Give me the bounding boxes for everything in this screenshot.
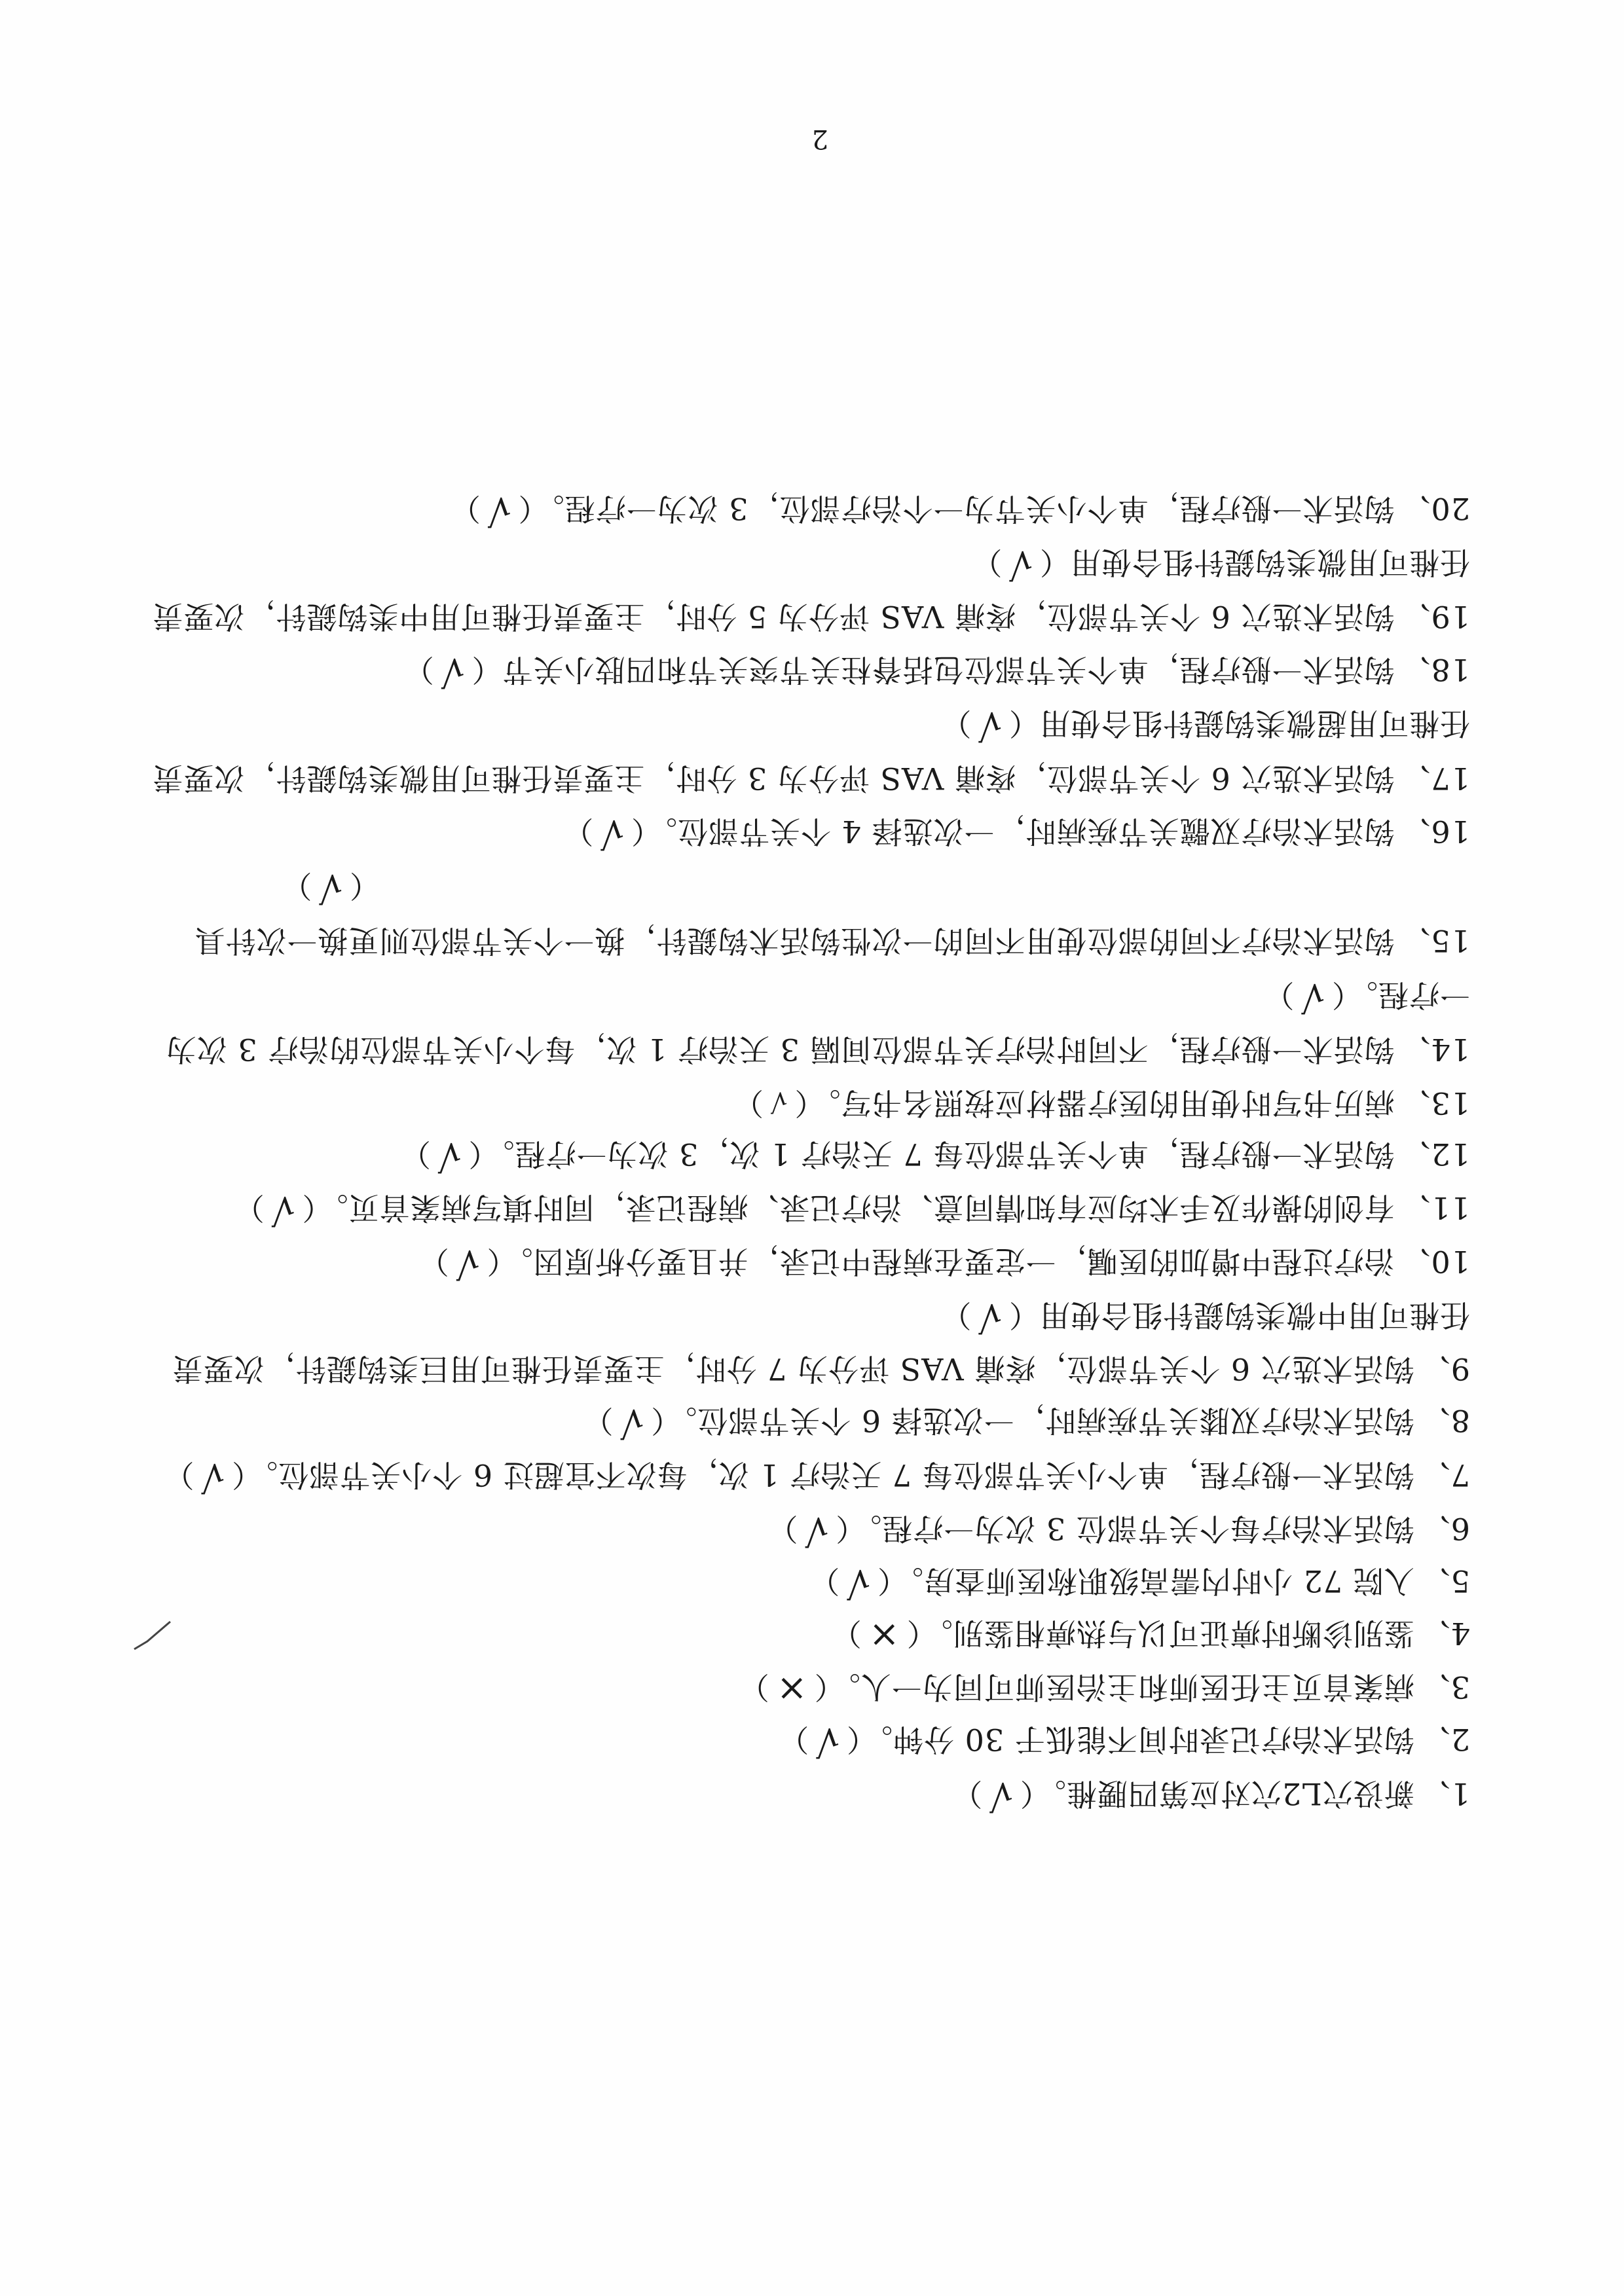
pen-stroke-icon: [128, 1615, 174, 1654]
answer-mark: √: [270, 1188, 295, 1231]
question-7: [163, 1455, 1470, 1496]
question-3: [739, 1667, 1470, 1708]
question-text: 新设穴L2穴对应第四腰椎。（: [1019, 1776, 1414, 1812]
question-17: [152, 759, 1470, 798]
question-text: 钩活术治疗每个关节部位 3 次为一疗程。（: [835, 1511, 1414, 1546]
answer-mark: √: [846, 1561, 870, 1604]
bracket-close: ）: [563, 814, 594, 849]
question-19: [152, 597, 1470, 636]
question-text: 钩活术治疗记录时间不能低于 30 分钟。（: [845, 1722, 1414, 1757]
question-text: 钩活术治疗双髋关节疾病时，一次选择 4 个关节部位。（: [630, 814, 1395, 849]
question-11: [234, 1188, 1470, 1229]
question-5: [809, 1561, 1470, 1602]
question-number: 18、: [1399, 652, 1470, 687]
bracket-close: ）: [767, 1511, 798, 1546]
answer-mark: ×: [868, 1614, 900, 1656]
question-6: [767, 1509, 1470, 1550]
bracket-close: ）: [582, 1403, 614, 1438]
bracket-close: ）: [738, 1669, 769, 1705]
page-number: 2: [811, 124, 828, 154]
bracket-close: ）: [399, 1137, 431, 1172]
bracket-close: ）: [940, 1298, 972, 1333]
question-text: 钩活术一般疗程，单个关节部位每 7 天治疗 1 次，3 次为一疗程。（: [468, 1137, 1395, 1172]
answer-mark: √: [440, 650, 465, 693]
question-15-continued: [281, 866, 380, 907]
answer-slot: [982, 1774, 1020, 1817]
answer-mark: √: [815, 1720, 840, 1762]
bracket-close: ）: [1263, 977, 1295, 1013]
question-number: 14、: [1399, 1032, 1470, 1067]
bracket-close: ）: [809, 1563, 840, 1599]
question-16: [563, 812, 1470, 852]
question-number: 2、: [1419, 1722, 1470, 1757]
question-20: [450, 489, 1470, 530]
question-text: 钩活术一般疗程，单个小关节部位每 7 天治疗 1 次，每次不宜超过 6 个小关节部位。（: [231, 1457, 1414, 1493]
question-number: 11、: [1399, 1190, 1470, 1226]
answer-mark: √: [978, 704, 1002, 746]
question-12: [400, 1135, 1470, 1175]
answer-mark: √: [455, 1242, 480, 1285]
question-17-continued: [940, 704, 1470, 744]
question-text: 钩活术一般疗程，不同时治疗关节部位间隔 3 天治疗 1 次，每个小关节部位的治疗 3 次为: [165, 1032, 1395, 1067]
answer-mark: √: [989, 1774, 1013, 1817]
question-text: 病案首页主任医师和主治医师可同为一人。（: [813, 1669, 1414, 1705]
bracket-close: ）: [951, 1776, 983, 1812]
question-13: [733, 1082, 1470, 1123]
question-10: [418, 1242, 1470, 1283]
question-text: 钩活术选穴 6 个关节部位，疼痛 VAS 评分为 5 分时，主要责任椎可用中类钩鍉针，次要责: [152, 599, 1395, 634]
question-text: 钩活术治疗不同的部位使用不同的一次性钩活术钩鍉针，换一个关节部位则更换一次针具: [194, 923, 1395, 958]
question-text: 任椎可用超微类钩鍉针组合使用（: [1008, 706, 1470, 741]
answer-mark: √: [619, 1401, 644, 1444]
answer-mark: √: [769, 1086, 788, 1116]
question-number: 10、: [1399, 1244, 1470, 1279]
bracket-close: ）: [940, 706, 972, 741]
bracket-close: ）: [449, 491, 481, 526]
question-4: [831, 1614, 1470, 1654]
question-15: [194, 921, 1470, 960]
question-text: 钩活术选穴 6 个关节部位，疼痛 VAS 评分为 7 分时，主要责任椎可用巨类钩鍉针，次要责: [172, 1351, 1414, 1387]
question-19-continued: [971, 543, 1470, 583]
question-14: [166, 1030, 1470, 1069]
answer-mark: √: [487, 489, 511, 532]
bracket-close: ）: [971, 545, 1003, 580]
question-9: [172, 1349, 1470, 1389]
question-text: 钩活术一般疗程，单个小关节为一个治疗部位，3 次为一疗程。（: [517, 491, 1395, 526]
question-text: 治疗过程中增加的医嘱，一定要在病程中记录，并且要分析原因。（: [486, 1244, 1395, 1279]
bracket-close: ）: [778, 1722, 809, 1757]
question-number: 7、: [1419, 1457, 1470, 1493]
bracket-close: ）: [418, 1244, 449, 1279]
bracket-close: ）: [233, 1190, 265, 1226]
question-text: 钩活术选穴 6 个关节部位，疼痛 VAS 评分为 3 分时，主要责任椎可用微类钩鍉针，次要责: [152, 761, 1395, 796]
question-number: 16、: [1399, 814, 1470, 849]
question-number: 9、: [1419, 1351, 1470, 1387]
question-number: 4、: [1419, 1616, 1470, 1651]
answer-mark: √: [978, 1296, 1002, 1338]
question-text: 任椎可用中微类钩鍉针组合使用（: [1008, 1298, 1470, 1333]
question-text: 有创的操作及手术均应有知情同意、治疗记录、病程记录，同时填写病案首页。（: [301, 1190, 1395, 1226]
question-number: 1、: [1419, 1776, 1470, 1812]
bracket-close: ）: [403, 652, 434, 687]
question-1: [951, 1774, 1470, 1815]
question-number: 8、: [1419, 1403, 1470, 1438]
question-number: 17、: [1399, 761, 1470, 796]
question-text: 任椎可用微类钩鍉针组合使用（: [1039, 545, 1470, 580]
answer-mark: √: [318, 866, 342, 909]
answer-mark: √: [600, 812, 624, 854]
answer-mark: √: [1301, 975, 1325, 1018]
answer-mark: ×: [775, 1667, 807, 1710]
question-number: 3、: [1419, 1669, 1470, 1705]
question-number: 13、: [1399, 1085, 1470, 1121]
question-text: 病历书写时使用的医疗器材应按照名书写。（: [794, 1085, 1395, 1121]
question-number: 6、: [1419, 1511, 1470, 1546]
answer-mark: √: [437, 1135, 462, 1177]
question-text: 入院 72 小时内需高级职称医师查房。（: [876, 1563, 1414, 1599]
question-2: [778, 1720, 1470, 1760]
question-14-continued: [1263, 975, 1470, 1016]
answer-mark: √: [1008, 543, 1033, 585]
question-18: [403, 650, 1470, 691]
question-text: 钩活术治疗双膝关节疾病时，一次选择 6 个关节部位。（: [650, 1403, 1414, 1438]
answer-mark: √: [200, 1455, 225, 1498]
bracket-close: ）: [830, 1616, 862, 1651]
question-8: [583, 1401, 1470, 1442]
question-text: （: [349, 868, 380, 903]
bracket-close: ）: [732, 1085, 764, 1121]
question-number: 15、: [1399, 923, 1470, 958]
answer-mark: √: [804, 1509, 829, 1552]
question-number: 20、: [1399, 491, 1470, 526]
question-text: 鉴别诊断时痹证可以与热痹相鉴别。（: [906, 1616, 1414, 1651]
question-number: 12、: [1399, 1137, 1470, 1172]
bracket-close: ）: [163, 1457, 194, 1493]
question-text: 一疗程。（: [1331, 977, 1470, 1013]
question-text: 钩活术一般疗程，单个关节部位包括脊柱关节突关节和四肢小关节（: [471, 652, 1395, 687]
bracket-close: ）: [281, 868, 312, 903]
question-9-continued: [940, 1296, 1470, 1336]
question-number: 5、: [1419, 1563, 1470, 1599]
question-number: 19、: [1399, 599, 1470, 634]
